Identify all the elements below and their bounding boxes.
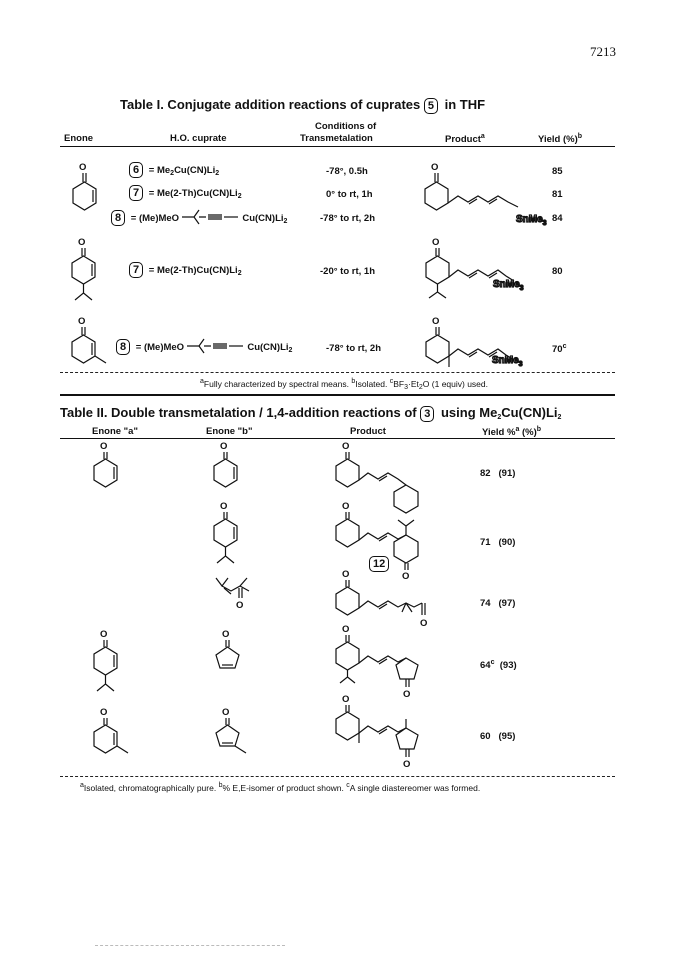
t1-row1-conditions: -78°, 0.5h <box>326 166 368 177</box>
table2-title-compound: 3 <box>420 406 434 422</box>
t2-header-yield <box>482 426 541 438</box>
oxygen-label: O <box>100 441 108 452</box>
t2-fn-c-mark: c <box>346 782 350 789</box>
t2-row1-enone-a <box>88 440 128 495</box>
table2-title <box>60 405 561 422</box>
t1-sn-label-2: SnMe$_3$ <box>493 279 524 292</box>
t1-header-yield-text: Yield (%) <box>538 134 578 145</box>
t1-header-product <box>445 133 485 145</box>
t1-header-conditions-1: Conditions of <box>315 121 377 132</box>
t1-row5-cuprate <box>116 339 292 355</box>
t2-row3-yield <box>480 598 515 609</box>
t1-fn-c-text2: ·Et <box>408 379 419 389</box>
t2-header-yield-mark: a <box>515 426 520 433</box>
t1-header-rule <box>60 146 615 147</box>
t1-row2-cuprate-sub: 2 <box>237 193 242 200</box>
t1-row4-cuprate <box>129 262 242 278</box>
t2-header-yield-text: Yield % <box>482 427 516 438</box>
t1-footnote <box>200 378 488 391</box>
t1-row1-cuprate-sub: 2 <box>170 170 175 177</box>
t1-header-product-mark: a <box>480 133 485 140</box>
t2-row2-yield-paren: (90) <box>498 537 516 548</box>
t1-enone-methyl-cyclohexenone <box>66 315 116 367</box>
table2-title-prefix: Table II. Double transmetalation / 1,4-addition reactions of <box>60 405 417 420</box>
t2-row3-yield-paren: (97) <box>498 598 516 609</box>
t1-row1-cuprate <box>129 162 219 178</box>
t1-fn-c-text3: O (1 equiv) used. <box>422 379 488 389</box>
t1-footnote-dashed-rule <box>60 372 615 373</box>
t2-row4-product <box>330 623 440 703</box>
t2-row4-yield <box>480 659 517 671</box>
t1-enone-isopropyl-cyclohexenone <box>66 236 110 308</box>
t1-row2-cuprate <box>129 185 242 201</box>
t2-footnote <box>80 782 480 793</box>
oxygen-label: O <box>342 624 350 635</box>
oxygen-label: O <box>342 501 350 512</box>
t2-row2-yield-value: 71 <box>480 537 491 548</box>
table2-title-sub1: 2 <box>497 414 502 421</box>
t1-row3-cuprate-b: Cu(CN)Li <box>242 213 284 224</box>
oxygen-label: O <box>79 162 87 173</box>
t1-fn-a-mark: a <box>200 378 204 385</box>
oxygen-label: O <box>432 316 440 327</box>
t1-row5-cuprate-sub: 2 <box>288 347 293 354</box>
t1-fn-b-mark: b <box>351 378 356 385</box>
oxygen-label: O <box>220 501 228 512</box>
t2-fn-a-mark: a <box>80 782 84 789</box>
t2-row5-yield-value: 60 <box>480 731 491 742</box>
table1-title-compound: 5 <box>424 98 438 114</box>
t1-row2-cuprate-a: = Me(2-Th)Cu(CN)Li <box>148 188 238 199</box>
t1-fn-a-text: Fully characterized by spectral means. <box>203 379 349 389</box>
t1-row4-yield: 80 <box>552 266 563 277</box>
t1-row5-conditions: -78° to rt, 2h <box>326 343 382 354</box>
t1-row3-cuprate-a: = (Me)MeO <box>130 213 180 224</box>
t1-header-product-text: Product <box>445 134 481 145</box>
oxygen-label: O <box>236 600 244 611</box>
t1-product-stannyl-diene-1 <box>420 160 560 235</box>
oxygen-label: O <box>220 441 228 452</box>
t2-row1-enone-b <box>208 440 248 495</box>
t1-row5-alkyne-linker-icon <box>187 339 245 353</box>
t1-enone-cyclohexenone <box>68 160 108 220</box>
oxygen-label: O <box>342 569 350 580</box>
t1-row1-cuprate-sub2: 2 <box>215 170 220 177</box>
t1-header-enone: Enone <box>64 133 94 144</box>
t1-product-stannyl-diene-3 <box>420 315 560 373</box>
table2-title-suffix-pre: using Me <box>440 405 498 420</box>
oxygen-label: O <box>403 759 411 770</box>
t2-row1-yield-paren: (91) <box>498 468 516 479</box>
t1-row5-yield-mark: c <box>562 343 567 350</box>
t2-row4-yield-value: 64 <box>480 660 491 671</box>
t2-row3-yield-value: 74 <box>480 598 491 609</box>
table1-title-prefix: Table I. Conjugate addition reactions of cuprates <box>120 97 421 112</box>
t1-row2-yield: 81 <box>552 189 563 200</box>
t1-header-conditions-2: Transmetalation <box>300 133 373 144</box>
t2-row5-product <box>330 693 440 773</box>
t2-fn-c-text: A single diastereomer was formed. <box>349 783 481 793</box>
t1-row5-yield-value: 70 <box>552 344 563 355</box>
oxygen-label: O <box>100 629 108 640</box>
t2-row5-enone-b <box>210 706 260 761</box>
t1-row2-compound: 7 <box>129 185 143 201</box>
t2-row4-yield-mark: c <box>490 659 495 666</box>
t1-bottom-rule <box>60 394 615 396</box>
t1-row4-compound: 7 <box>129 262 143 278</box>
t1-fn-c-text: BF <box>393 379 405 389</box>
t2-header-enone-a: Enone "a" <box>92 426 138 437</box>
t1-row5-cuprate-b: Cu(CN)Li <box>247 342 289 353</box>
t1-fn-c-mark: c <box>389 378 394 385</box>
oxygen-label: O <box>431 162 439 173</box>
t1-row5-cuprate-a: = (Me)MeO <box>135 342 185 353</box>
t1-row5-compound: 8 <box>116 339 130 355</box>
t1-row1-cuprate-b: Cu(CN)Li <box>174 165 216 176</box>
t1-row1-compound: 6 <box>129 162 143 178</box>
t2-row1-yield <box>480 468 515 479</box>
oxygen-label: O <box>342 441 350 452</box>
t2-header-product: Product <box>350 426 386 437</box>
t1-fn-b-text: Isolated. <box>355 379 388 389</box>
t2-row2-compound: 12 <box>369 556 389 572</box>
t1-sn-label-3: SnMe$_3$ <box>492 355 523 368</box>
t2-fn-a-text: Isolated, chromatographically pure. <box>83 783 217 793</box>
t1-header-yield-mark: b <box>577 133 583 140</box>
oxygen-label: O <box>100 707 108 718</box>
oxygen-label: O <box>222 629 230 640</box>
t1-product-stannyl-diene-2 <box>420 236 560 308</box>
t2-header-yield-paren: (%) <box>521 427 537 438</box>
t1-header-yield <box>538 133 582 145</box>
t2-header-enone-b: Enone "b" <box>206 426 253 437</box>
t2-row4-yield-paren: (93) <box>499 660 517 671</box>
t1-fn-c-sub2: 2 <box>418 384 423 391</box>
t1-row3-alkyne-linker-icon <box>182 210 240 224</box>
t1-row4-cuprate-sub: 2 <box>237 270 242 277</box>
t2-row2-enone-b <box>208 500 252 572</box>
oxygen-label: O <box>78 237 86 248</box>
t2-row2-yield <box>480 537 515 548</box>
t1-header-cuprate: H.O. cuprate <box>170 133 227 144</box>
table2-title-sub2: 2 <box>557 414 562 421</box>
t1-row1-yield: 85 <box>552 166 563 177</box>
t2-row1-yield-value: 82 <box>480 468 491 479</box>
t2-row5-yield <box>480 731 515 742</box>
oxygen-label: O <box>222 707 230 718</box>
scan-artifact-line <box>95 945 285 946</box>
t1-row3-cuprate <box>111 210 287 226</box>
table2-title-suffix-mid: Cu(CN)Li <box>501 405 558 420</box>
t1-fn-c-sub1: 3 <box>404 384 409 391</box>
t2-fn-b-mark: b <box>218 782 223 789</box>
t2-fn-b-text: % E,E-isomer of product shown. <box>222 783 344 793</box>
table1-title <box>120 97 485 114</box>
oxygen-label: O <box>402 571 410 582</box>
t2-header-rule <box>60 438 615 439</box>
t1-row4-conditions: -20° to rt, 1h <box>320 266 376 277</box>
t2-row4-enone-b <box>210 628 250 678</box>
t2-footnote-dashed-rule <box>60 776 615 777</box>
oxygen-label: O <box>403 689 411 700</box>
t2-row4-enone-a <box>88 628 132 700</box>
t2-row3-enone-b <box>214 576 258 612</box>
t1-sn-label-1: SnMe$_3$ <box>516 214 547 227</box>
t1-row3-yield: 84 <box>552 213 563 224</box>
oxygen-label: O <box>78 316 86 327</box>
t1-row3-compound: 8 <box>111 210 125 226</box>
oxygen-label: O <box>432 237 440 248</box>
t1-row4-cuprate-a: = Me(2-Th)Cu(CN)Li <box>148 265 238 276</box>
t2-row5-yield-paren: (95) <box>498 731 516 742</box>
t1-row1-cuprate-a: = Me <box>148 165 171 176</box>
oxygen-label: O <box>420 618 428 629</box>
oxygen-label: O <box>342 694 350 705</box>
t2-header-yield-paren-mark: b <box>536 426 542 433</box>
t1-row3-conditions: -78° to rt, 2h <box>320 213 376 224</box>
t1-row2-conditions: 0° to rt, 1h <box>326 189 373 200</box>
t1-row3-cuprate-sub: 2 <box>283 218 288 225</box>
t2-row5-enone-a <box>88 706 138 761</box>
page-number: 7213 <box>590 44 616 59</box>
table1-title-suffix: in THF <box>444 97 486 112</box>
